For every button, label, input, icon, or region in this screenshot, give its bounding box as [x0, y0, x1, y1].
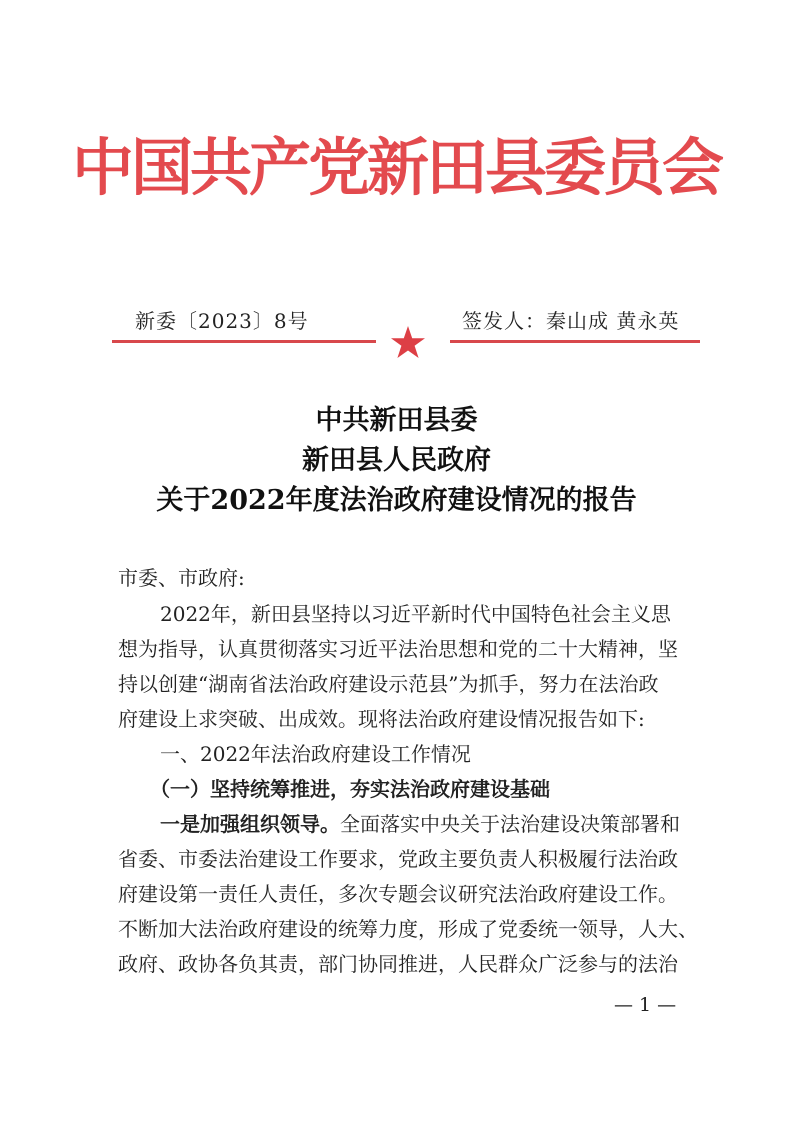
issuer-signatories: 签发人：秦山成 黄永英	[462, 309, 680, 333]
addressee: 市委、市政府:	[118, 566, 245, 590]
point-1-line-4: 不断加大法治政府建设的统筹力度，形成了党委统一领导，人大、	[118, 917, 698, 941]
report-title-line-1: 中共新田县委	[315, 405, 478, 436]
report-title-line-2: 新田县人民政府	[302, 445, 491, 476]
point-1-text: 全面落实中央关于法治建设决策部署和	[340, 812, 680, 836]
page-number: — 1 —	[614, 994, 677, 1016]
point-1-line-2: 省委、市委法治建设工作要求，党政主要负责人积极履行法治政	[118, 847, 678, 871]
document-number: 新委〔2023〕8号	[135, 309, 309, 333]
masthead-title: 中国共产党新田县委员会	[71, 131, 721, 204]
intro-line-4: 府建设上求突破、出成效。现将法治政府建设情况报告如下:	[118, 707, 645, 731]
point-1-line-3: 府建设第一责任人责任，多次专题会议研究法治政府建设工作。	[118, 882, 678, 906]
report-title-line-3: 关于2022年度法治政府建设情况的报告	[156, 485, 637, 516]
intro-line-2: 想为指导，认真贯彻落实习近平法治思想和党的二十大精神，坚	[118, 637, 678, 661]
red-rule-left	[112, 340, 376, 343]
red-star-icon	[388, 323, 428, 363]
section-heading-1: 一、2022年法治政府建设工作情况	[160, 742, 471, 766]
point-1-line-5: 政府、政协各负其责，部门协同推进，人民群众广泛参与的法治	[118, 952, 678, 976]
point-1-lead: 一是加强组织领导。	[160, 812, 340, 836]
intro-line-1: 2022年，新田县坚持以习近平新时代中国特色社会主义思	[160, 602, 671, 626]
intro-line-3: 持以创建“湖南省法治政府建设示范县”为抓手，努力在法治政	[118, 672, 659, 696]
subsection-heading-1: （一）坚持统筹推进，夯实法治政府建设基础	[150, 777, 550, 801]
red-rule-right	[450, 340, 700, 343]
point-1-first-line	[160, 808, 680, 837]
